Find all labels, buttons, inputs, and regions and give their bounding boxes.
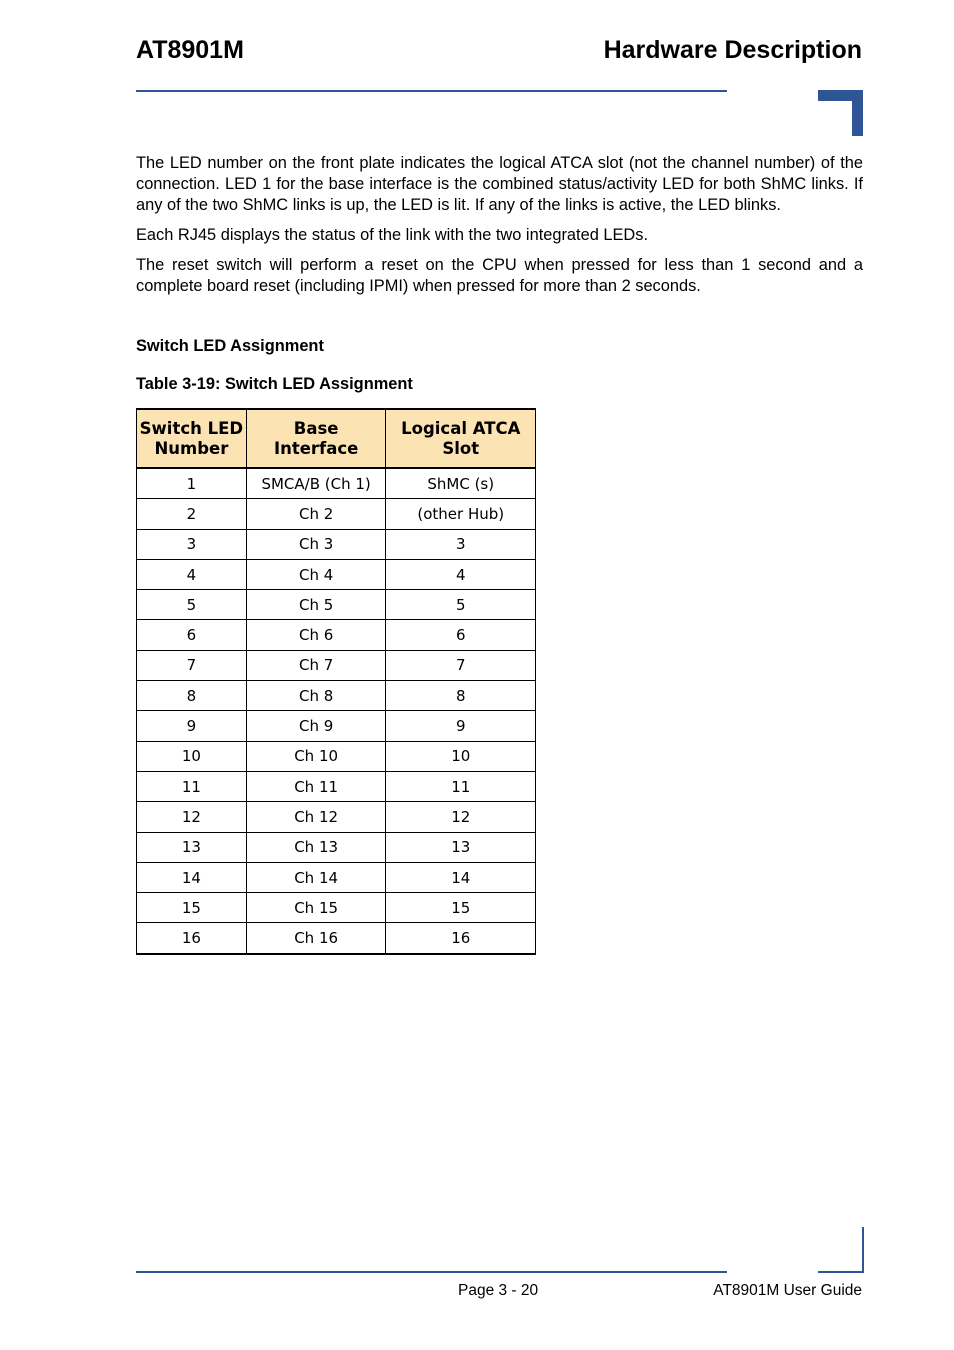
cell-base-interface: Ch 15 <box>246 893 386 923</box>
cell-switch-led: 15 <box>137 893 247 923</box>
table-row <box>137 620 536 650</box>
cell-base-interface: Ch 9 <box>246 711 386 741</box>
cell-logical-slot: 9 <box>386 711 536 741</box>
cell-switch-led: 14 <box>137 862 247 892</box>
cell-logical-slot: 7 <box>386 650 536 680</box>
table-row <box>137 923 536 954</box>
cell-logical-slot: 4 <box>386 559 536 589</box>
cell-logical-slot: 11 <box>386 771 536 801</box>
header-product-title: AT8901M <box>136 36 244 64</box>
cell-switch-led: 12 <box>137 802 247 832</box>
cell-switch-led: 13 <box>137 832 247 862</box>
table-row <box>137 802 536 832</box>
header-rule <box>136 90 727 92</box>
cell-base-interface: Ch 13 <box>246 832 386 862</box>
switch-led-table <box>136 408 536 955</box>
cell-switch-led: 6 <box>137 620 247 650</box>
cell-logical-slot: 12 <box>386 802 536 832</box>
table-header-row <box>137 409 536 468</box>
cell-logical-slot: 16 <box>386 923 536 954</box>
cell-logical-slot: 15 <box>386 893 536 923</box>
cell-base-interface: Ch 4 <box>246 559 386 589</box>
cell-switch-led: 2 <box>137 499 247 529</box>
cell-base-interface: Ch 12 <box>246 802 386 832</box>
cell-logical-slot: 13 <box>386 832 536 862</box>
cell-base-interface: Ch 14 <box>246 862 386 892</box>
table-row <box>137 741 536 771</box>
page-number: Page 3 - 20 <box>458 1282 539 1299</box>
cell-logical-slot: 8 <box>386 681 536 711</box>
table-row <box>137 590 536 620</box>
cell-logical-slot: (other Hub) <box>386 499 536 529</box>
table-row <box>137 893 536 923</box>
table-row <box>137 711 536 741</box>
cell-switch-led: 10 <box>137 741 247 771</box>
cell-switch-led: 3 <box>137 529 247 559</box>
paragraph-rj45: Each RJ45 displays the status of the link with the two integrated LEDs. <box>136 226 649 244</box>
table-row <box>137 771 536 801</box>
table-row <box>137 862 536 892</box>
cell-base-interface: Ch 11 <box>246 771 386 801</box>
table-row <box>137 832 536 862</box>
cell-switch-led: 11 <box>137 771 247 801</box>
cell-switch-led: 4 <box>137 559 247 589</box>
cell-base-interface: Ch 5 <box>246 590 386 620</box>
cell-base-interface: Ch 2 <box>246 499 386 529</box>
table-row <box>137 559 536 589</box>
cell-base-interface: SMCA/B (Ch 1) <box>246 468 386 499</box>
body-text <box>136 153 863 306</box>
table-row <box>137 499 536 529</box>
cell-base-interface: Ch 16 <box>246 923 386 954</box>
footer-corner-mark <box>818 1227 864 1273</box>
table-row <box>137 650 536 680</box>
cell-logical-slot: 3 <box>386 529 536 559</box>
paragraph-led-number: The LED number on the front plate indicates the logical ATCA slot (not the channel number) of the connection. LED 1 for the base interface is the combined status/activity LED for both ShMC links. If any of the two ShMC links is up, the LED is lit. If any of the links is active, the LED blinks. <box>136 154 863 214</box>
cell-base-interface: Ch 7 <box>246 650 386 680</box>
cell-switch-led: 1 <box>137 468 247 499</box>
cell-switch-led: 7 <box>137 650 247 680</box>
cell-switch-led: 16 <box>137 923 247 954</box>
table-caption: Table 3-19: Switch LED Assignment <box>136 375 413 393</box>
cell-logical-slot: 10 <box>386 741 536 771</box>
column-header-logical-slot: Logical ATCA Slot <box>386 409 536 468</box>
cell-logical-slot: ShMC (s) <box>386 468 536 499</box>
footer-rule <box>136 1271 727 1273</box>
cell-logical-slot: 14 <box>386 862 536 892</box>
cell-switch-led: 5 <box>137 590 247 620</box>
table-row <box>137 468 536 499</box>
table-row <box>137 529 536 559</box>
cell-base-interface: Ch 10 <box>246 741 386 771</box>
cell-switch-led: 8 <box>137 681 247 711</box>
header-section-title: Hardware Description <box>603 36 862 64</box>
header-corner-mark <box>818 90 863 136</box>
cell-switch-led: 9 <box>137 711 247 741</box>
paragraph-reset-switch: The reset switch will perform a reset on the CPU when pressed for less than 1 second and a complete board reset (including IPMI) when pressed for more than 2 seconds. <box>136 256 863 295</box>
footer-guide-title: AT8901M User Guide <box>713 1282 862 1299</box>
cell-logical-slot: 6 <box>386 620 536 650</box>
column-header-base-interface: Base Interface <box>246 409 386 468</box>
table-row <box>137 681 536 711</box>
cell-base-interface: Ch 8 <box>246 681 386 711</box>
cell-base-interface: Ch 6 <box>246 620 386 650</box>
cell-base-interface: Ch 3 <box>246 529 386 559</box>
column-header-switch-led: Switch LED Number <box>137 409 247 468</box>
cell-logical-slot: 5 <box>386 590 536 620</box>
section-title: Switch LED Assignment <box>136 337 324 355</box>
